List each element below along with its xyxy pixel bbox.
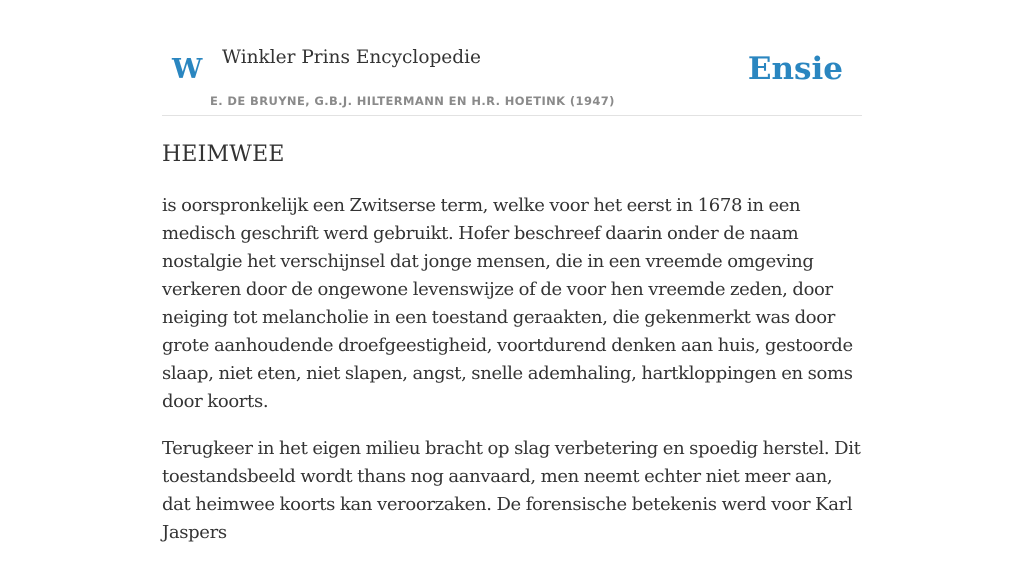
source-title[interactable]: Winkler Prins Encyclopedie [222,47,481,68]
winkler-prins-logo[interactable]: W [172,54,203,85]
ensie-logo[interactable]: Ensie [747,51,843,87]
source-authors: E. DE BRUYNE, G.B.J. HILTERMANN EN H.R. HOETINK (1947) [210,94,615,108]
entry-title: HEIMWEE [162,142,285,167]
entry-paragraph: is oorspronkelijk een Zwitserse term, welke voor het eerst in 1678 in een medisch geschrift werd gebruikt. Hofer beschreef daarin onder de naam nostalgie het verschijnsel dat jonge mensen, die in een vreemde omgeving verkeren door de ongewone levenswijze of de voor hen vreemde zeden, door neiging tot melancholie in een toestand geraakten, die gekenmerkt was door grote aanhoudende droefgeestigheid, voortdurend denken aan huis, gestoorde slaap, niet eten, niet slapen, angst, snelle ademhaling, hartkloppingen en soms door koorts. [162,195,853,412]
entry-body [162,192,862,566]
source-header [162,0,862,116]
entry-paragraph: Terugkeer in het eigen milieu bracht op slag verbetering en spoedig herstel. Dit toestandsbeeld wordt thans nog aanvaard, men neemt echter niet meer aan, dat heimwee koorts kan veroorzaken. De forensische betekenis werd voor Karl Jaspers [162,438,861,543]
article-container [162,0,862,543]
